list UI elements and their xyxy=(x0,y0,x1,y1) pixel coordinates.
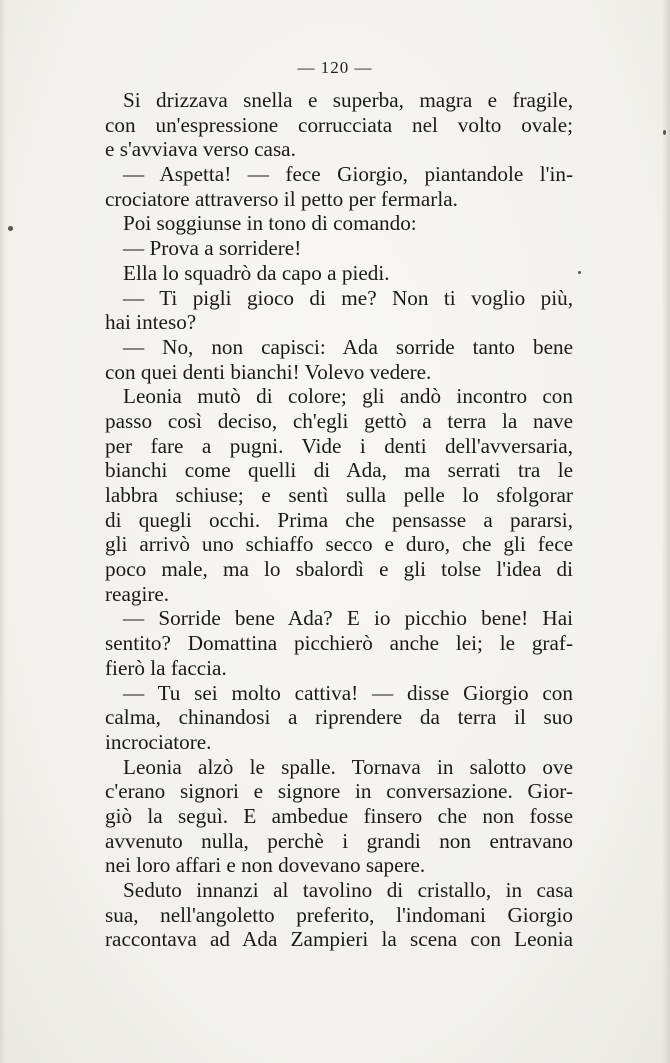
text-line: Seduto innanzi al tavolino di cristallo, in casa xyxy=(123,878,573,902)
text-line: incrociatore. xyxy=(105,729,212,754)
text-line: con quei denti bianchi! Volevo vedere. xyxy=(105,359,432,384)
text-line: — Sorride bene Ada? E io picchio bene! Hai xyxy=(123,606,573,631)
text-line: giò la seguì. E ambedue finsero che non fosse xyxy=(105,803,573,828)
text-line: — Prova a sorridere! xyxy=(123,236,302,261)
text-line: — Tu sei molto cattiva! — disse Giorgio con xyxy=(123,680,573,705)
text-line: labbra schiuse; e sentì sulla pelle lo sfolgorar xyxy=(105,483,573,507)
text-line: e s'avviava verso casa. xyxy=(105,137,296,162)
body-text xyxy=(105,88,573,952)
text-line: hai inteso? xyxy=(105,310,197,335)
text-line: gli arrivò uno schiaffo secco e duro, che gli fece xyxy=(105,532,573,557)
text-line: nei loro affari e non dovevano sapere. xyxy=(105,853,426,878)
text-line: bianchi come quelli di Ada, ma serrati tra le xyxy=(105,458,573,483)
page-number: — 120 — xyxy=(297,58,373,77)
text-line: raccontava ad Ada Zampieri la scena con Leonia xyxy=(105,927,573,952)
text-line: Leonia mutò di colore; gli andò incontro con xyxy=(123,384,573,409)
text-line: — Aspetta! — fece Giorgio, piantandole l'in- xyxy=(123,162,573,187)
text-line: — Ti pigli gioco di me? Non ti voglio più, xyxy=(123,285,573,310)
text-line: con un'espressione corrucciata nel volto ovale; xyxy=(105,112,573,137)
text-line: sentito? Domattina picchierò anche lei; le graf- xyxy=(105,631,573,656)
text-line: di quegli occhi. Prima che pensasse a pararsi, xyxy=(105,507,573,532)
text-line: — No, non capisci: Ada sorride tanto bene xyxy=(123,334,573,359)
text-line: calma, chinandosi a riprendere da terra il suo xyxy=(105,705,573,730)
text-line: c'erano signori e signore in conversazione. Gior- xyxy=(105,779,573,804)
text-line: Leonia alzò le spalle. Tornava in salotto ove xyxy=(123,754,573,779)
page-left-edge xyxy=(0,0,6,1063)
text-line: Ella lo squadrò da capo a piedi. xyxy=(123,260,390,285)
text-line: reagire. xyxy=(105,581,170,606)
text-line: poco male, ma lo sbalordì e gli tolse l'idea di xyxy=(105,557,573,582)
text-line: avvenuto nulla, perchè i grandi non entravano xyxy=(105,828,573,853)
text-line: per fare a pugni. Vide i denti dell'avversaria, xyxy=(105,433,573,458)
text-line: Poi soggiunse in tono di comando: xyxy=(123,211,417,236)
text-line: sua, nell'angoletto preferito, l'indomani Giorgio xyxy=(105,902,573,927)
print-speck xyxy=(8,226,13,231)
page-right-edge xyxy=(662,0,670,1063)
print-speck xyxy=(663,130,666,135)
text-line: Si drizzava snella e superba, magra e fragile, xyxy=(123,88,573,112)
text-line: passo così deciso, ch'egli gettò a terra la nave xyxy=(105,408,573,433)
text-line: crociatore attraverso il petto per fermarla. xyxy=(105,186,458,211)
text-line: fierò la faccia. xyxy=(105,655,227,680)
print-speck xyxy=(578,271,581,274)
